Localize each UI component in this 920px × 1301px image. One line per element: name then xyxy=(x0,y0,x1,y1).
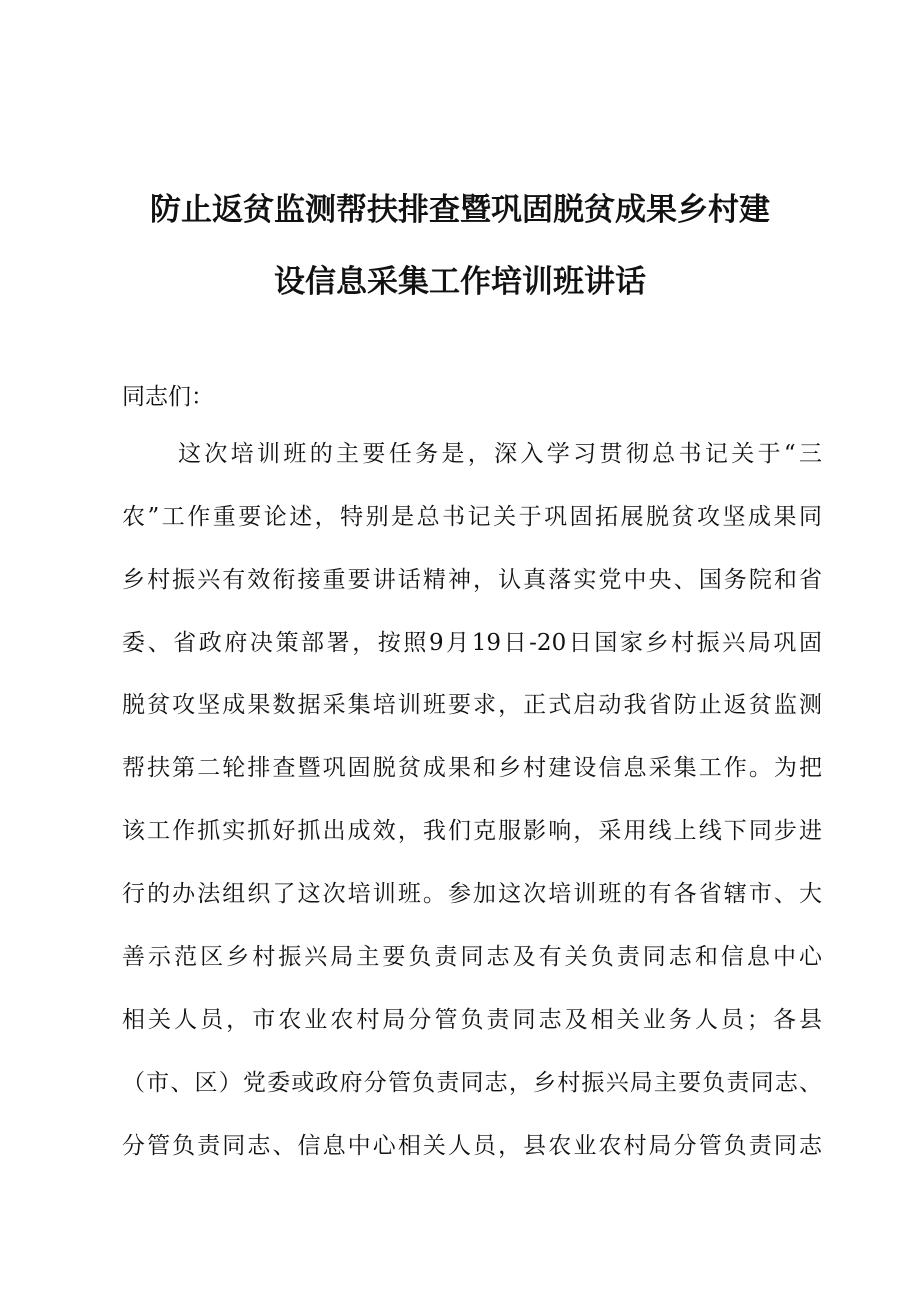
body-line-11: （市、区）党委或政府分管负责同志，乡村振兴局主要负责同志、 xyxy=(122,1070,822,1096)
body-line-12: 分管负责同志、信息中心相关人员，县农业农村局分管负责同志 xyxy=(122,1133,822,1159)
body-line-1: 这次培训班的主要任务是，深入学习贯彻总书记关于“三 xyxy=(178,441,822,467)
body-line-6: 帮扶第二轮排查暨巩固脱贫成果和乡村建设信息采集工作。为把 xyxy=(122,755,822,781)
body-line-10: 相关人员，市农业农村局分管负责同志及相关业务人员；各县 xyxy=(122,1007,822,1033)
document-title-line-1: 防止返贫监测帮扶排查暨巩固脱贫成果乡村建 xyxy=(150,192,770,228)
body-line-5: 脱贫攻坚成果数据采集培训班要求，正式启动我省防止返贫监测 xyxy=(122,692,822,718)
body-line-8: 行的办法组织了这次培训班。参加这次培训班的有各省辖市、大 xyxy=(122,881,822,907)
body-line-2: 农”工作重要论述，特别是总书记关于巩固拓展脱贫攻坚成果同 xyxy=(122,504,822,530)
body-line-3: 乡村振兴有效衔接重要讲话精神，认真落实党中央、国务院和省 xyxy=(122,567,822,593)
salutation: 同志们： xyxy=(122,384,214,410)
document-title-line-2: 设信息采集工作培训班讲话 xyxy=(274,264,646,300)
body-line-7: 该工作抓实抓好抓出成效，我们克服影响，采用线上线下同步进 xyxy=(122,818,822,844)
body-line-4: 委、省政府决策部署，按照9月19日-20日国家乡村振兴局巩固 xyxy=(122,630,822,656)
body-line-9: 善示范区乡村振兴局主要负责同志及有关负责同志和信息中心 xyxy=(122,944,822,970)
